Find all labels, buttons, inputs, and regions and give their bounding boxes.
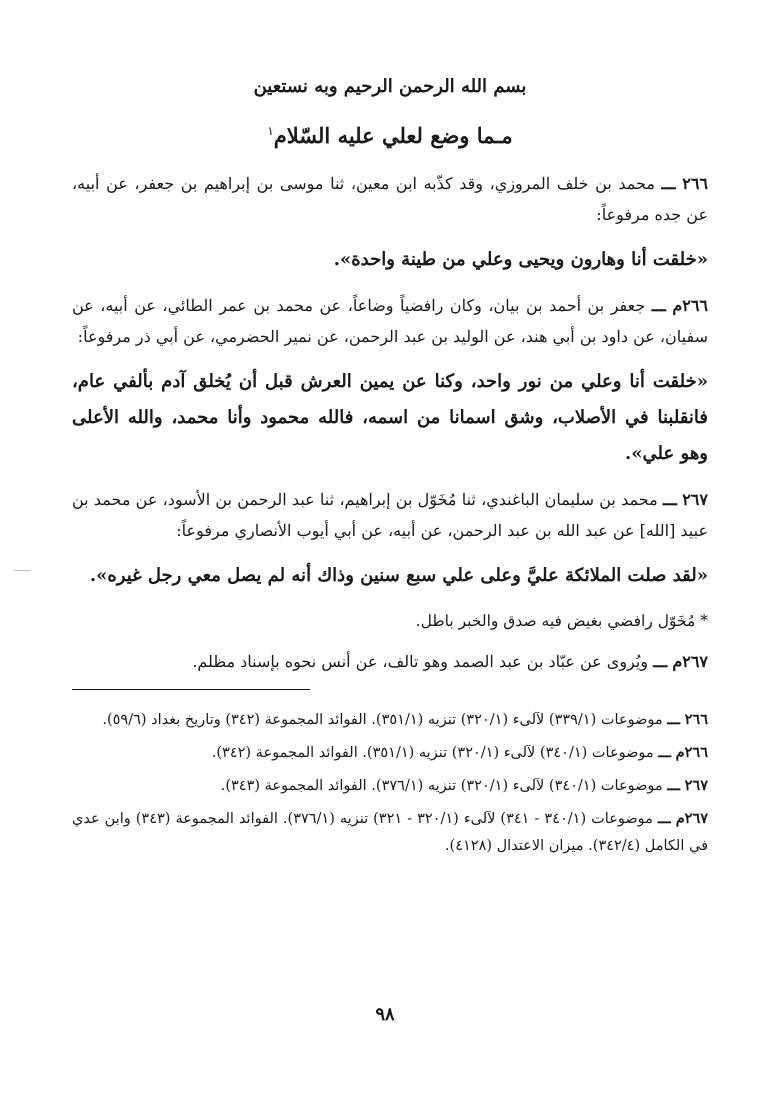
footnote — [72, 739, 708, 767]
hadith-text: «خلقت أنا وعلي من نور واحد، وكنا عن يمين العرش قبل أن يُخلق آدم بألفي عام، فانقلبنا في الأصلاب، وشق اسمانا من اسمه، فالله محمود وأنا محمد، والله الأعلى وهو علي». — [72, 371, 708, 464]
basmala: بسم الله الرحمن الرحيم وبه نستعين — [253, 76, 527, 97]
hadith-chain — [72, 646, 708, 677]
dash: ـــ — [651, 296, 666, 315]
page-number: ٩٨ — [375, 1004, 395, 1025]
editor-note: * مُخَوّل رافضي بغيض فيه صدق والخبر باطل. — [415, 612, 708, 630]
footnote-text: موضوعات (٣٤٠/١ - ٣٤١) لآلىء (٣٢٠/١ - ٣٢١) تنزيه (٣٧٦/١). الفوائد المجموعة (٣٤٣) وابن عدي في الكامل (٣٤٢/٤). ميزان الاعتدال (٤١٢٨). — [72, 811, 708, 854]
dash: ـــ — [661, 174, 676, 193]
hadith-text: «خلقت أنا وهارون ويحيى وعلي من طينة واحدة». — [333, 249, 708, 270]
footnote-number: ٢٦٦ — [684, 711, 708, 728]
hadith-text: «لقد صلت الملائكة عليَّ وعلى علي سبع سنين وذاك أنه لم يصل معي رجل غيره». — [89, 565, 708, 586]
chapter-title — [72, 123, 708, 148]
chapter-title-text: مـما وضع لعلي عليه السّلام — [273, 123, 513, 148]
hadith-number: ٢٦٦م — [672, 296, 709, 315]
chain-text: ويُروى عن عبّاد بن عبد الصمد وهو تالف، عن أنس نحوه بإسناد مظلم. — [192, 652, 649, 671]
footnote — [72, 706, 708, 734]
footnote-number: ٢٦٦م — [675, 744, 708, 761]
dash: ـــ — [667, 711, 681, 728]
dash: ـــ — [657, 810, 671, 827]
footnote-number: ٢٦٧م — [675, 810, 709, 827]
dash: ـــ — [662, 490, 677, 509]
footnote-text: موضوعات (٣٣٩/١) لآلىء (٣٢٠/١) تنزيه (٣٥١/١). الفوائد المجموعة (٣٤٢) وتاريخ بغداد (٥٩/٦). — [102, 712, 663, 728]
chain-text: جعفر بن أحمد بن بيان، وكان رافضياً وضاعاً، عن محمد بن عمر الطائي، عن أبيه، عن سفيان، عن داود بن أبي هند، عن الوليد بن عبد الرحمن، عن نمير الحضرمي، عن أبي ذر مرفوعاً: — [72, 296, 708, 346]
book-page — [72, 66, 708, 865]
footnote-divider — [72, 689, 310, 690]
hadith-chain — [72, 290, 708, 352]
hadith-number: ٢٦٧م — [672, 652, 708, 671]
footnote-text: موضوعات (٣٤٠/١) لآلىء (٣٢٠/١) تنزيه (٣٥١/١). الفوائد المجموعة (٣٤٢). — [211, 745, 654, 761]
dash: ـــ — [653, 652, 668, 671]
dash: ـــ — [658, 744, 672, 761]
hadith-chain — [72, 168, 708, 230]
footnote — [72, 805, 708, 860]
footnote-text: موضوعات (٣٤٠/١) لآلىء (٣٢٠/١) تنزيه (٣٧٦/١). الفوائد المجموعة (٣٤٣). — [220, 778, 663, 794]
footnotes — [72, 706, 708, 860]
margin-scan-mark — [14, 570, 30, 571]
hadith-number: ٢٦٦ — [682, 174, 708, 193]
footnote-number: ٢٦٧ — [684, 777, 708, 794]
hadith-number: ٢٦٧ — [682, 490, 708, 509]
chain-text: محمد بن خلف المروزي، وقد كذّبه ابن معين، ثنا موسى بن إبراهيم بن جعفر، عن أبيه، عن جده مرفوعاً: — [72, 174, 708, 224]
footnote — [72, 772, 708, 800]
hadith-chain — [72, 484, 708, 546]
dash: ـــ — [667, 777, 681, 794]
chain-text: محمد بن سليمان الباغندي، ثنا مُخَوّل بن إبراهيم، ثنا عبد الرحمن بن الأسود، عن محمد بن عبيد [الله] عن عبد الله بن عبد الرحمن، عن أبيه، عن أبي أيوب الأنصاري مرفوعاً: — [72, 490, 708, 540]
footnote-marker: ١ — [267, 124, 274, 138]
